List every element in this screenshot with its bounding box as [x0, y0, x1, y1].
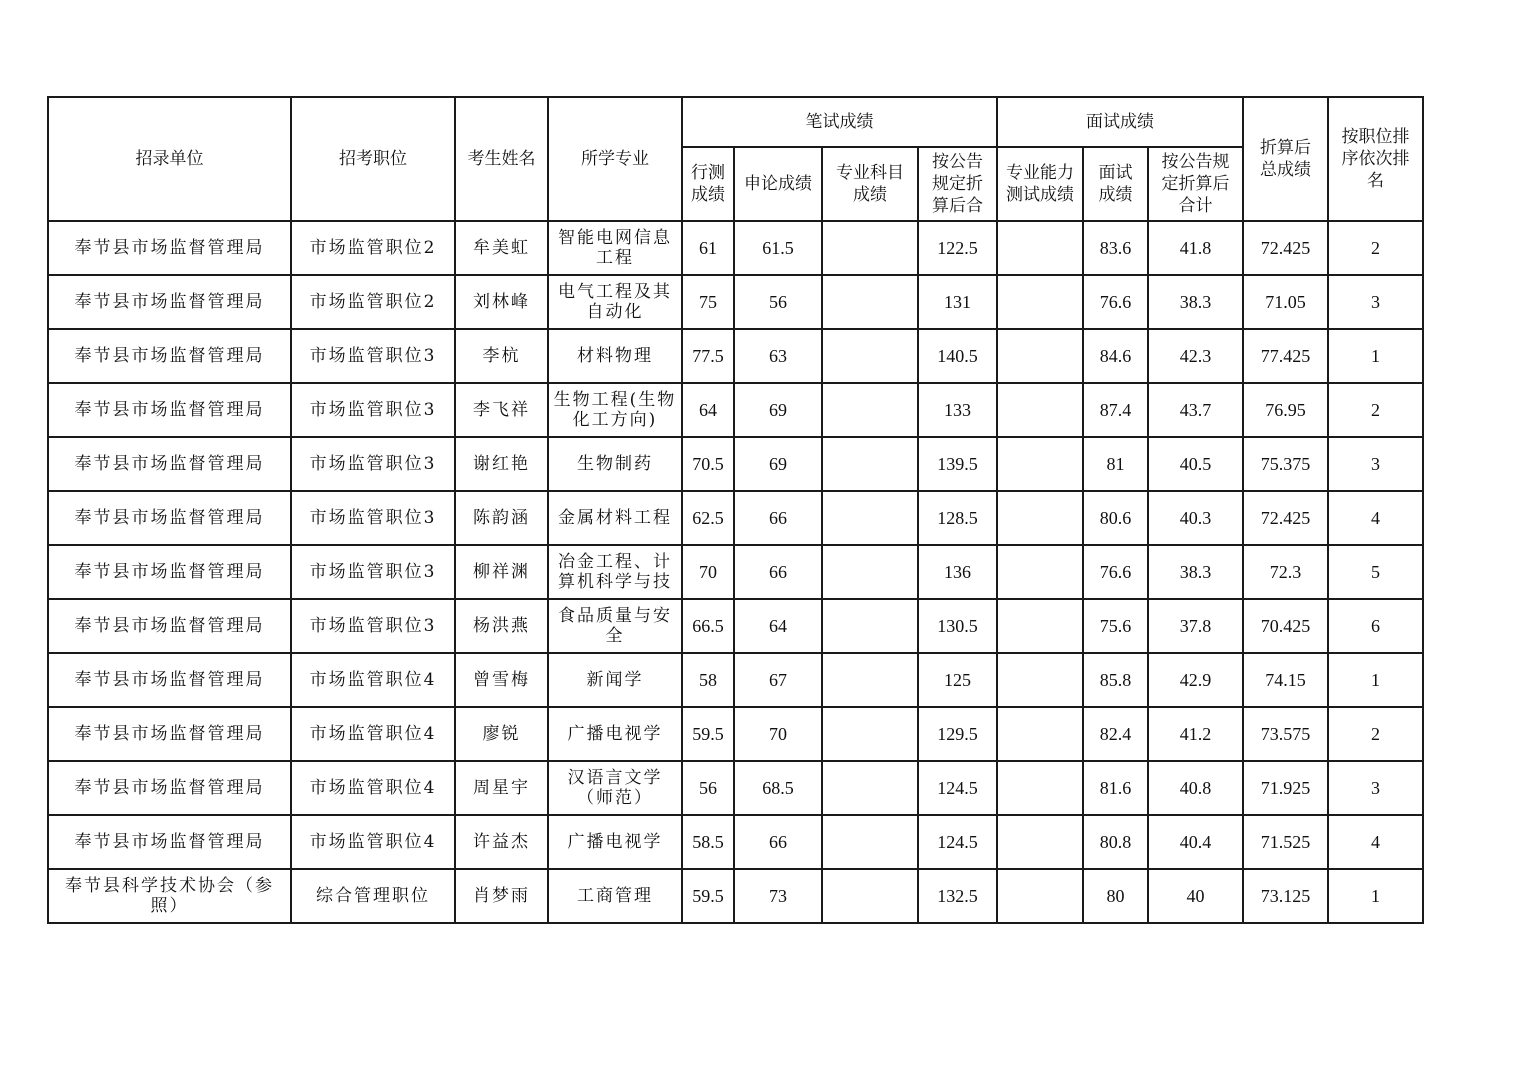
cell-interview: 81.6 — [1083, 761, 1148, 815]
cell-xingce: 77.5 — [682, 329, 734, 383]
table-row — [48, 275, 1423, 329]
cell-unit: 奉节县市场监督管理局 — [48, 761, 291, 815]
cell-position: 市场监管职位3 — [291, 545, 455, 599]
cell-written-total: 130.5 — [918, 599, 997, 653]
cell-shenlun: 68.5 — [734, 761, 822, 815]
table-row — [48, 653, 1423, 707]
cell-major-text: 金属材料工程 — [558, 508, 672, 528]
cell-major-text: 汉语言文学（师范） — [567, 768, 663, 808]
table-row — [48, 707, 1423, 761]
cell-position: 市场监管职位3 — [291, 329, 455, 383]
cell-name: 廖锐 — [455, 707, 548, 761]
results-table — [47, 96, 1424, 924]
cell-xingce: 56 — [682, 761, 734, 815]
header-position: 招考职位 — [291, 97, 455, 221]
cell-interview-total: 37.8 — [1148, 599, 1243, 653]
cell-unit: 奉节县科学技术协会（参照） — [48, 869, 291, 923]
header-written-shenlun: 申论成绩 — [734, 147, 822, 221]
cell-unit: 奉节县市场监督管理局 — [48, 329, 291, 383]
cell-rank: 5 — [1328, 545, 1423, 599]
cell-professional — [822, 221, 918, 275]
cell-major — [548, 599, 682, 653]
cell-interview: 80.8 — [1083, 815, 1148, 869]
cell-interview: 82.4 — [1083, 707, 1148, 761]
cell-written-total: 133 — [918, 383, 997, 437]
cell-major — [548, 221, 682, 275]
cell-ability — [997, 275, 1083, 329]
cell-xingce: 70.5 — [682, 437, 734, 491]
cell-professional — [822, 869, 918, 923]
cell-written-total: 129.5 — [918, 707, 997, 761]
cell-major-text: 食品质量与安全 — [558, 606, 672, 646]
cell-major-text: 新闻学 — [586, 670, 644, 690]
cell-major — [548, 707, 682, 761]
cell-unit: 奉节县市场监督管理局 — [48, 221, 291, 275]
cell-interview-total: 40.8 — [1148, 761, 1243, 815]
cell-professional — [822, 545, 918, 599]
cell-position: 市场监管职位4 — [291, 707, 455, 761]
header-unit: 招录单位 — [48, 97, 291, 221]
cell-total: 71.525 — [1243, 815, 1328, 869]
cell-unit: 奉节县市场监督管理局 — [48, 437, 291, 491]
cell-professional — [822, 761, 918, 815]
cell-total: 73.575 — [1243, 707, 1328, 761]
header-major: 所学专业 — [548, 97, 682, 221]
cell-interview-total: 42.9 — [1148, 653, 1243, 707]
cell-position: 市场监管职位3 — [291, 437, 455, 491]
cell-shenlun: 67 — [734, 653, 822, 707]
header-name: 考生姓名 — [455, 97, 548, 221]
cell-total: 70.425 — [1243, 599, 1328, 653]
cell-major-text: 智能电网信息工程 — [558, 228, 672, 268]
cell-xingce: 61 — [682, 221, 734, 275]
cell-total: 71.925 — [1243, 761, 1328, 815]
cell-written-total: 131 — [918, 275, 997, 329]
cell-interview: 76.6 — [1083, 275, 1148, 329]
cell-unit: 奉节县市场监督管理局 — [48, 653, 291, 707]
cell-name: 谢红艳 — [455, 437, 548, 491]
cell-major — [548, 275, 682, 329]
cell-written-total: 132.5 — [918, 869, 997, 923]
cell-interview-total: 38.3 — [1148, 545, 1243, 599]
cell-professional — [822, 815, 918, 869]
cell-xingce: 64 — [682, 383, 734, 437]
cell-ability — [997, 599, 1083, 653]
cell-major — [548, 329, 682, 383]
cell-shenlun: 63 — [734, 329, 822, 383]
cell-unit: 奉节县市场监督管理局 — [48, 275, 291, 329]
cell-interview-total: 40 — [1148, 869, 1243, 923]
cell-total: 76.95 — [1243, 383, 1328, 437]
cell-total: 74.15 — [1243, 653, 1328, 707]
header-written-xingce: 行测 成绩 — [682, 147, 734, 221]
cell-interview: 81 — [1083, 437, 1148, 491]
cell-major — [548, 383, 682, 437]
cell-ability — [997, 761, 1083, 815]
cell-written-total: 139.5 — [918, 437, 997, 491]
cell-rank: 4 — [1328, 815, 1423, 869]
cell-major-text: 电气工程及其自动化 — [558, 282, 672, 322]
cell-name: 杨洪燕 — [455, 599, 548, 653]
cell-name: 李飞祥 — [455, 383, 548, 437]
cell-name: 许益杰 — [455, 815, 548, 869]
cell-professional — [822, 275, 918, 329]
table-row — [48, 329, 1423, 383]
cell-position: 市场监管职位2 — [291, 275, 455, 329]
cell-major-text: 生物工程(生物化工方向) — [553, 390, 677, 430]
table-row — [48, 491, 1423, 545]
cell-shenlun: 70 — [734, 707, 822, 761]
cell-total: 72.3 — [1243, 545, 1328, 599]
cell-interview: 83.6 — [1083, 221, 1148, 275]
cell-shenlun: 66 — [734, 815, 822, 869]
cell-interview: 85.8 — [1083, 653, 1148, 707]
cell-major — [548, 545, 682, 599]
table-row — [48, 869, 1423, 923]
header-written-group: 笔试成绩 — [682, 97, 997, 147]
cell-name: 陈韵涵 — [455, 491, 548, 545]
table-row — [48, 761, 1423, 815]
cell-xingce: 75 — [682, 275, 734, 329]
table-row — [48, 383, 1423, 437]
cell-total: 72.425 — [1243, 221, 1328, 275]
header-rank: 按职位排 序依次排 名 — [1328, 97, 1423, 221]
cell-total: 75.375 — [1243, 437, 1328, 491]
cell-position: 市场监管职位4 — [291, 653, 455, 707]
table-row — [48, 545, 1423, 599]
cell-name: 刘林峰 — [455, 275, 548, 329]
header-interview-ability: 专业能力 测试成绩 — [997, 147, 1083, 221]
cell-xingce: 62.5 — [682, 491, 734, 545]
cell-ability — [997, 221, 1083, 275]
cell-xingce: 70 — [682, 545, 734, 599]
cell-major — [548, 653, 682, 707]
cell-total: 71.05 — [1243, 275, 1328, 329]
table-row — [48, 437, 1423, 491]
cell-interview-total: 40.3 — [1148, 491, 1243, 545]
cell-written-total: 122.5 — [918, 221, 997, 275]
cell-interview-total: 41.8 — [1148, 221, 1243, 275]
cell-ability — [997, 437, 1083, 491]
table-row — [48, 815, 1423, 869]
cell-rank: 6 — [1328, 599, 1423, 653]
cell-unit: 奉节县市场监督管理局 — [48, 491, 291, 545]
cell-rank: 3 — [1328, 761, 1423, 815]
cell-position: 市场监管职位2 — [291, 221, 455, 275]
cell-interview: 80 — [1083, 869, 1148, 923]
cell-rank: 3 — [1328, 275, 1423, 329]
cell-interview: 75.6 — [1083, 599, 1148, 653]
cell-ability — [997, 329, 1083, 383]
cell-rank: 2 — [1328, 383, 1423, 437]
cell-professional — [822, 329, 918, 383]
cell-interview-total: 42.3 — [1148, 329, 1243, 383]
header-written-converted: 按公告 规定折 算后合 — [918, 147, 997, 221]
header-interview-converted: 按公告规 定折算后 合计 — [1148, 147, 1243, 221]
cell-rank: 1 — [1328, 869, 1423, 923]
cell-ability — [997, 491, 1083, 545]
cell-ability — [997, 707, 1083, 761]
cell-shenlun: 66 — [734, 491, 822, 545]
cell-interview-total: 38.3 — [1148, 275, 1243, 329]
cell-unit: 奉节县市场监督管理局 — [48, 545, 291, 599]
header-interview-score: 面试 成绩 — [1083, 147, 1148, 221]
cell-ability — [997, 653, 1083, 707]
cell-major — [548, 869, 682, 923]
cell-position: 综合管理职位 — [291, 869, 455, 923]
cell-professional — [822, 707, 918, 761]
cell-position: 市场监管职位3 — [291, 491, 455, 545]
cell-ability — [997, 869, 1083, 923]
cell-major-text: 生物制药 — [577, 454, 653, 474]
cell-total: 77.425 — [1243, 329, 1328, 383]
cell-rank: 1 — [1328, 329, 1423, 383]
cell-ability — [997, 383, 1083, 437]
cell-major-text: 冶金工程、计算机科学与技 — [558, 552, 672, 592]
cell-shenlun: 56 — [734, 275, 822, 329]
cell-rank: 1 — [1328, 653, 1423, 707]
cell-major-text: 广播电视学 — [567, 832, 663, 852]
cell-major — [548, 491, 682, 545]
cell-interview: 87.4 — [1083, 383, 1148, 437]
cell-rank: 3 — [1328, 437, 1423, 491]
header-total: 折算后 总成绩 — [1243, 97, 1328, 221]
cell-major — [548, 815, 682, 869]
cell-interview: 76.6 — [1083, 545, 1148, 599]
cell-ability — [997, 815, 1083, 869]
cell-xingce: 58.5 — [682, 815, 734, 869]
cell-name: 曾雪梅 — [455, 653, 548, 707]
cell-name: 肖梦雨 — [455, 869, 548, 923]
table-row — [48, 221, 1423, 275]
cell-position: 市场监管职位3 — [291, 383, 455, 437]
cell-major-text: 广播电视学 — [567, 724, 663, 744]
cell-total: 73.125 — [1243, 869, 1328, 923]
cell-professional — [822, 491, 918, 545]
cell-major — [548, 437, 682, 491]
cell-interview: 80.6 — [1083, 491, 1148, 545]
cell-shenlun: 61.5 — [734, 221, 822, 275]
cell-major-text: 材料物理 — [577, 346, 653, 366]
cell-major — [548, 761, 682, 815]
cell-written-total: 128.5 — [918, 491, 997, 545]
cell-professional — [822, 383, 918, 437]
cell-professional — [822, 437, 918, 491]
cell-position: 市场监管职位4 — [291, 815, 455, 869]
cell-written-total: 125 — [918, 653, 997, 707]
cell-unit: 奉节县市场监督管理局 — [48, 383, 291, 437]
cell-interview-total: 43.7 — [1148, 383, 1243, 437]
cell-professional — [822, 599, 918, 653]
cell-major-text: 工商管理 — [577, 886, 653, 906]
cell-unit: 奉节县市场监督管理局 — [48, 599, 291, 653]
cell-written-total: 124.5 — [918, 761, 997, 815]
cell-interview-total: 40.4 — [1148, 815, 1243, 869]
cell-rank: 2 — [1328, 221, 1423, 275]
cell-shenlun: 64 — [734, 599, 822, 653]
cell-shenlun: 73 — [734, 869, 822, 923]
cell-written-total: 140.5 — [918, 329, 997, 383]
cell-position: 市场监管职位3 — [291, 599, 455, 653]
cell-interview-total: 40.5 — [1148, 437, 1243, 491]
table-row — [48, 599, 1423, 653]
cell-shenlun: 66 — [734, 545, 822, 599]
cell-professional — [822, 653, 918, 707]
cell-rank: 4 — [1328, 491, 1423, 545]
cell-written-total: 124.5 — [918, 815, 997, 869]
cell-xingce: 66.5 — [682, 599, 734, 653]
header-written-professional: 专业科目 成绩 — [822, 147, 918, 221]
cell-position: 市场监管职位4 — [291, 761, 455, 815]
header-interview-group: 面试成绩 — [997, 97, 1243, 147]
cell-xingce: 58 — [682, 653, 734, 707]
cell-unit: 奉节县市场监督管理局 — [48, 815, 291, 869]
cell-ability — [997, 545, 1083, 599]
cell-xingce: 59.5 — [682, 869, 734, 923]
cell-written-total: 136 — [918, 545, 997, 599]
cell-xingce: 59.5 — [682, 707, 734, 761]
cell-interview-total: 41.2 — [1148, 707, 1243, 761]
cell-name: 柳祥渊 — [455, 545, 548, 599]
cell-name: 周星宇 — [455, 761, 548, 815]
cell-interview: 84.6 — [1083, 329, 1148, 383]
cell-shenlun: 69 — [734, 383, 822, 437]
cell-unit: 奉节县市场监督管理局 — [48, 707, 291, 761]
cell-total: 72.425 — [1243, 491, 1328, 545]
cell-shenlun: 69 — [734, 437, 822, 491]
cell-name: 牟美虹 — [455, 221, 548, 275]
cell-rank: 2 — [1328, 707, 1423, 761]
results-body — [48, 221, 1423, 923]
cell-name: 李杭 — [455, 329, 548, 383]
